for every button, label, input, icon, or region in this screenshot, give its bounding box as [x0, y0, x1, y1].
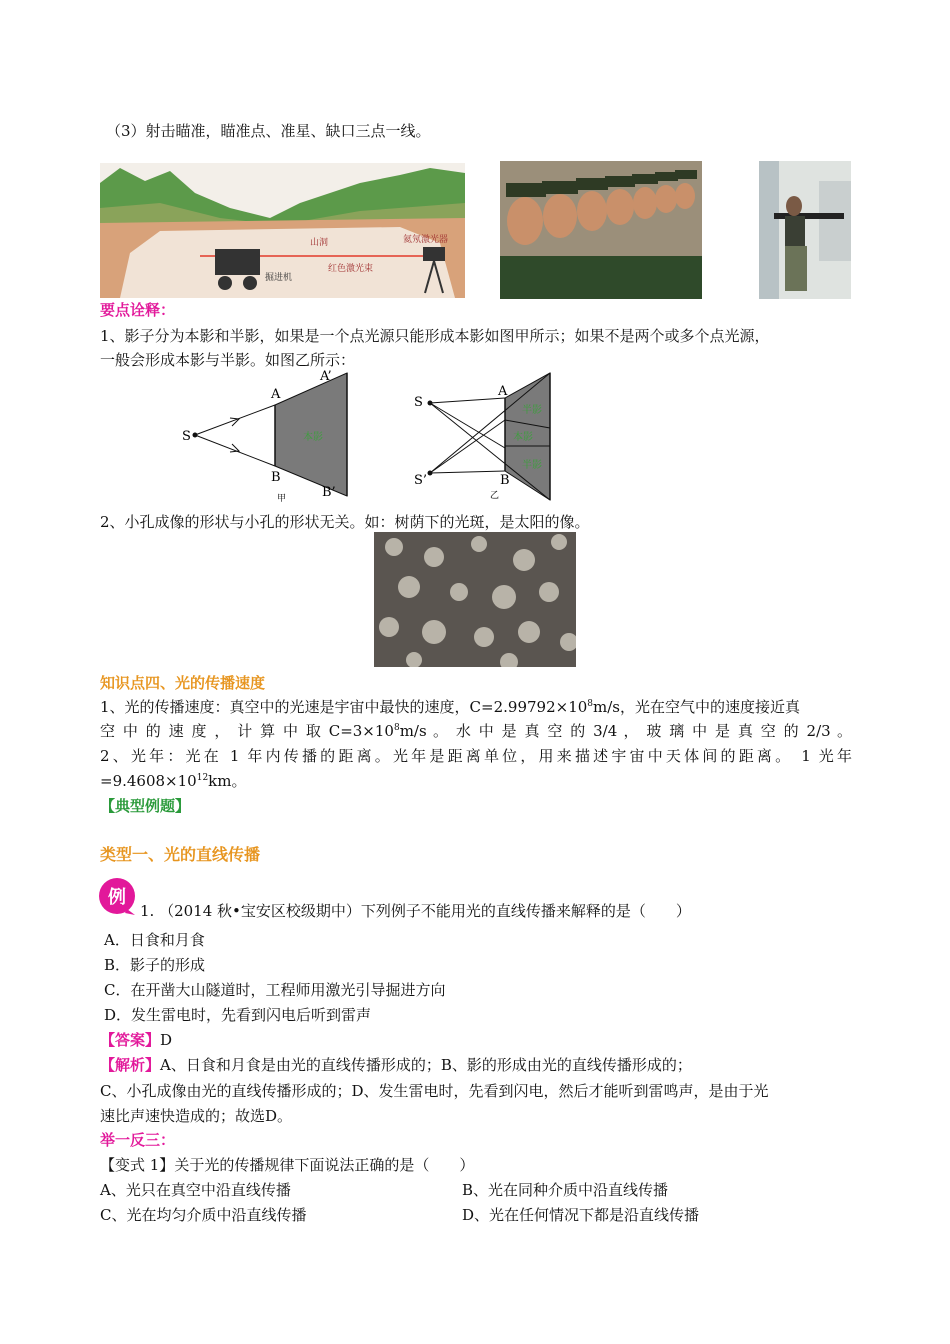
machine-label: 掘进机 — [265, 273, 293, 283]
analysis-line-3: 速比声速快造成的；故选D。 — [100, 1107, 293, 1125]
label-A: A — [271, 387, 281, 402]
variant-option-c: C、光在均匀介质中沿直线传播 — [100, 1206, 307, 1224]
answer-value: D — [160, 1031, 173, 1049]
practice-heading: 举一反三： — [100, 1131, 176, 1149]
label-B: B — [271, 470, 281, 485]
variant-option-d: D、光在任何情况下都是沿直线传播 — [462, 1206, 700, 1224]
type-1-heading: 类型一、光的直线传播 — [100, 845, 261, 864]
diagram-umbra-jia — [175, 368, 375, 503]
label-S: S — [182, 429, 191, 444]
light-year-line-2: $=9.4608\times 10^{12}km$。 — [100, 772, 247, 790]
label-B: B — [500, 473, 510, 488]
example-badge-icon — [97, 876, 137, 916]
key-point-1-line-2: 一般会形成本影与半影。如图乙所示： — [100, 351, 356, 369]
analysis-line-2: C、小孔成像由光的直线传播形成的；D、发生雷电时，先看到闪电，然后才能听到雷鸣声，是由于光 — [100, 1082, 769, 1100]
label-A-prime: A’ — [320, 369, 332, 384]
variant-1-stem: 【变式 1】关于光的传播规律下面说法正确的是（ ） — [100, 1156, 475, 1174]
question-1-option-c: C．在开凿大山隧道时，工程师用激光引导掘进方向 — [104, 981, 446, 999]
speed-line-1: 1、光的传播速度：真空中的光速是宇宙中最快的速度，$C=2.99792\times 10^8m/s$，光在空气中的速度接近真 — [100, 698, 800, 716]
label-penumbra-top: 半影 — [522, 405, 542, 416]
knowledge-4-heading: 知识点四、光的传播速度 — [100, 674, 266, 692]
example-badge-text: 例 — [108, 887, 126, 908]
analysis-tag: 【解析】 — [100, 1056, 161, 1074]
sun-spots-photo — [374, 532, 576, 667]
soldiers-photo — [500, 161, 702, 299]
answer-tag: 【答案】 — [100, 1031, 161, 1049]
diagram-penumbra-yi — [410, 368, 570, 503]
label-penumbra-bottom: 半影 — [522, 460, 542, 471]
light-year-line-1: 2、光年：光在 1 年内传播的距离。光年是距离单位，用来描述宇宙中天体间的距离。 1 光年 — [100, 747, 852, 765]
shooter-photo — [759, 161, 851, 299]
label-B-prime: B’ — [322, 485, 336, 500]
key-point-1-line-1: 1、影子分为本影和半影，如果是一个点光源只能形成本影如图甲所示；如果不是两个或多个点光源， — [100, 327, 770, 345]
tunnel-laser-figure — [100, 163, 465, 298]
key-points-heading: 要点诠释： — [100, 301, 176, 319]
question-1-option-a: A．日食和月食 — [104, 931, 205, 949]
label-umbra: 本影 — [303, 432, 323, 443]
typical-examples-heading: 【典型例题】 — [100, 797, 191, 815]
caption-yi: 乙 — [490, 491, 500, 501]
label-A: A — [498, 384, 508, 399]
question-1-option-b: B．影子的形成 — [104, 956, 206, 974]
caption-jia: 甲 — [277, 494, 287, 503]
answer-line — [100, 1029, 172, 1051]
speed-line-2: 空 中 的 速 度 ， 计 算 中 取 $C=3\times 10^8m/s$ 。 水 中 是 真 空 的 3/4 ， 玻 璃 中 是 真 空 的 2/3 。 — [100, 722, 852, 740]
intro-line: （3）射击瞄准，瞄准点、准星、缺口三点一线。 — [106, 122, 431, 140]
laser-device-label: 氦氖激光器 — [403, 235, 449, 245]
variant-option-b: B、光在同种介质中沿直线传播 — [462, 1181, 669, 1199]
analysis-line-1: 【解析】A、日食和月食是由光的直线传播形成的；B、影的形成由光的直线传播形成的； — [100, 1056, 692, 1074]
question-1-option-d: D．发生雷电时，先看到闪电后听到雷声 — [104, 1006, 372, 1024]
laser-beam-label: 红色激光束 — [328, 264, 374, 274]
tunnel-label: 山洞 — [310, 238, 329, 248]
question-1-stem: 1. （2014 秋•宝安区校级期中）下列例子不能用光的直线传播来解释的是（ ） — [140, 902, 691, 920]
label-umbra: 本影 — [513, 432, 533, 443]
label-S: S — [414, 395, 423, 410]
key-point-2: 2、小孔成像的形状与小孔的形状无关。如：树荫下的光斑，是太阳的像。 — [100, 513, 590, 531]
variant-option-a: A、光只在真空中沿直线传播 — [100, 1181, 291, 1199]
label-S-prime: S’ — [414, 473, 428, 488]
